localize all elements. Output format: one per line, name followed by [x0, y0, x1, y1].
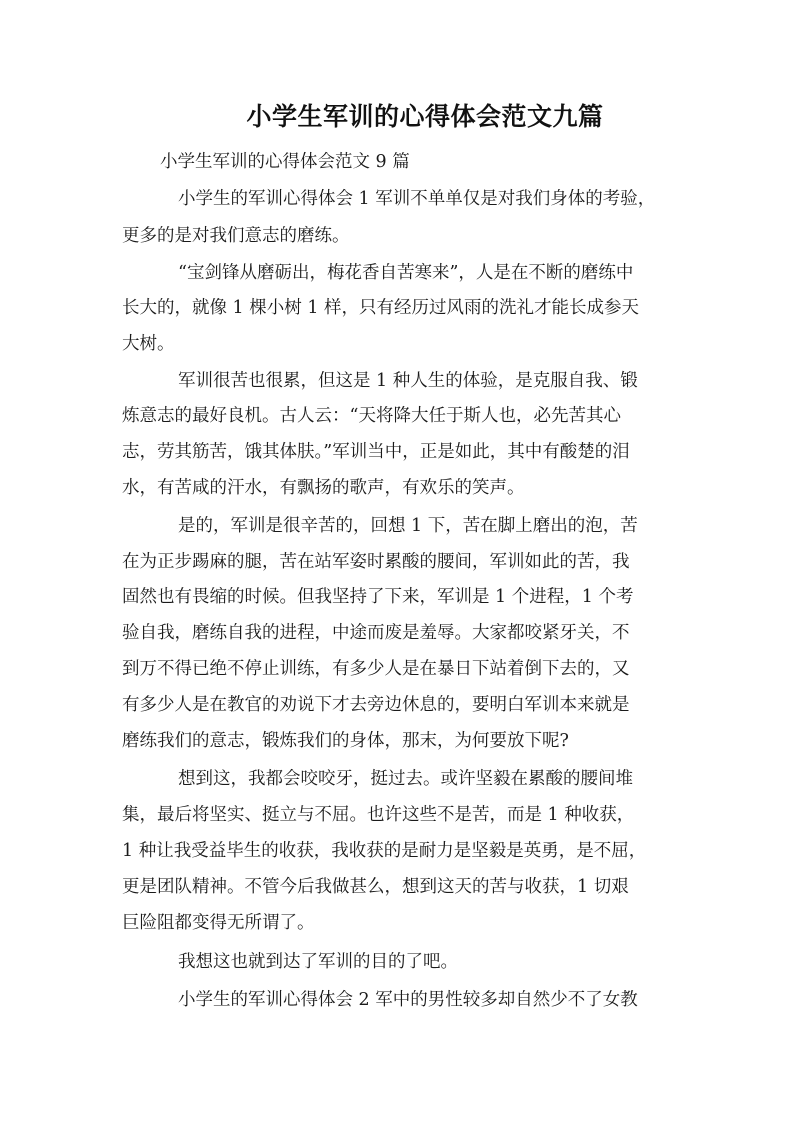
paragraph-line: 到万不得已绝不停止训练，有多少人是在暴日下站着倒下去的，又 — [122, 659, 630, 679]
paragraph-line: 小学生的军训心得体会 2 军中的男性较多却自然少不了女教 — [178, 990, 638, 1010]
document-title: 小学生军训的心得体会范文九篇 — [246, 102, 604, 131]
paragraph-line: “宝剑锋从磨砺出，梅花香自苦寒来”，人是在不断的磨练中 — [178, 263, 634, 283]
paragraph-line: 志，劳其筋苦，饿其体肤。”军训当中，正是如此，其中有酸楚的泪 — [122, 442, 630, 462]
paragraph-line: 大树。 — [122, 334, 175, 354]
paragraph-line: 长大的，就像 1 棵小树 1 样，只有经历过风雨的洗礼才能长成参天 — [122, 298, 640, 318]
paragraph-line: 更是团队精神。不管今后我做甚么，想到这天的苦与收获，1 切艰 — [122, 877, 629, 897]
paragraph-line: 在为正步踢麻的腿，苦在站军姿时累酸的腰间，军训如此的苦，我 — [122, 552, 630, 572]
document-subtitle: 小学生军训的心得体会范文 9 篇 — [160, 152, 410, 172]
paragraph-line: 小学生的军训心得体会 1 军训不单单仅是对我们身体的考验， — [178, 189, 656, 209]
paragraph-line: 是的，军训是很辛苦的，回想 1 下，苦在脚上磨出的泡，苦 — [178, 516, 638, 536]
paragraph-line: 军训很苦也很累，但这是 1 种人生的体验，是克服自我、锻 — [178, 371, 638, 391]
paragraph-line: 磨练我们的意志，锻炼我们的身体，那末，为何要放下呢? — [122, 731, 569, 751]
paragraph-line: 1 种让我受益毕生的收获，我收获的是耐力是坚毅是英勇，是不屈， — [122, 841, 647, 861]
paragraph-line: 炼意志的最好良机。古人云：“天将降大任于斯人也，必先苦其心 — [122, 406, 621, 426]
paragraph-line: 更多的是对我们意志的磨练。 — [122, 226, 350, 246]
paragraph-line: 水，有苦咸的汗水，有飘扬的歌声，有欢乐的笑声。 — [122, 478, 525, 498]
paragraph-line: 想到这，我都会咬咬牙，挺过去。或许坚毅在累酸的腰间堆 — [178, 769, 633, 789]
paragraph-line: 集，最后将坚实、挺立与不屈。也许这些不是苦，而是 1 种收获， — [122, 805, 635, 825]
paragraph-line: 有多少人是在教官的劝说下才去旁边休息的，要明白军训本来就是 — [122, 695, 630, 715]
paragraph-line: 巨险阻都变得无所谓了。 — [122, 913, 315, 933]
paragraph-line: 验自我，磨练自我的进程，中途而废是羞辱。大家都咬紧牙关，不 — [122, 623, 630, 643]
paragraph-line: 固然也有畏缩的时候。但我坚持了下来，军训是 1 个进程，1 个考 — [122, 587, 634, 607]
paragraph-line: 我想这也就到达了军训的目的了吧。 — [178, 952, 458, 972]
